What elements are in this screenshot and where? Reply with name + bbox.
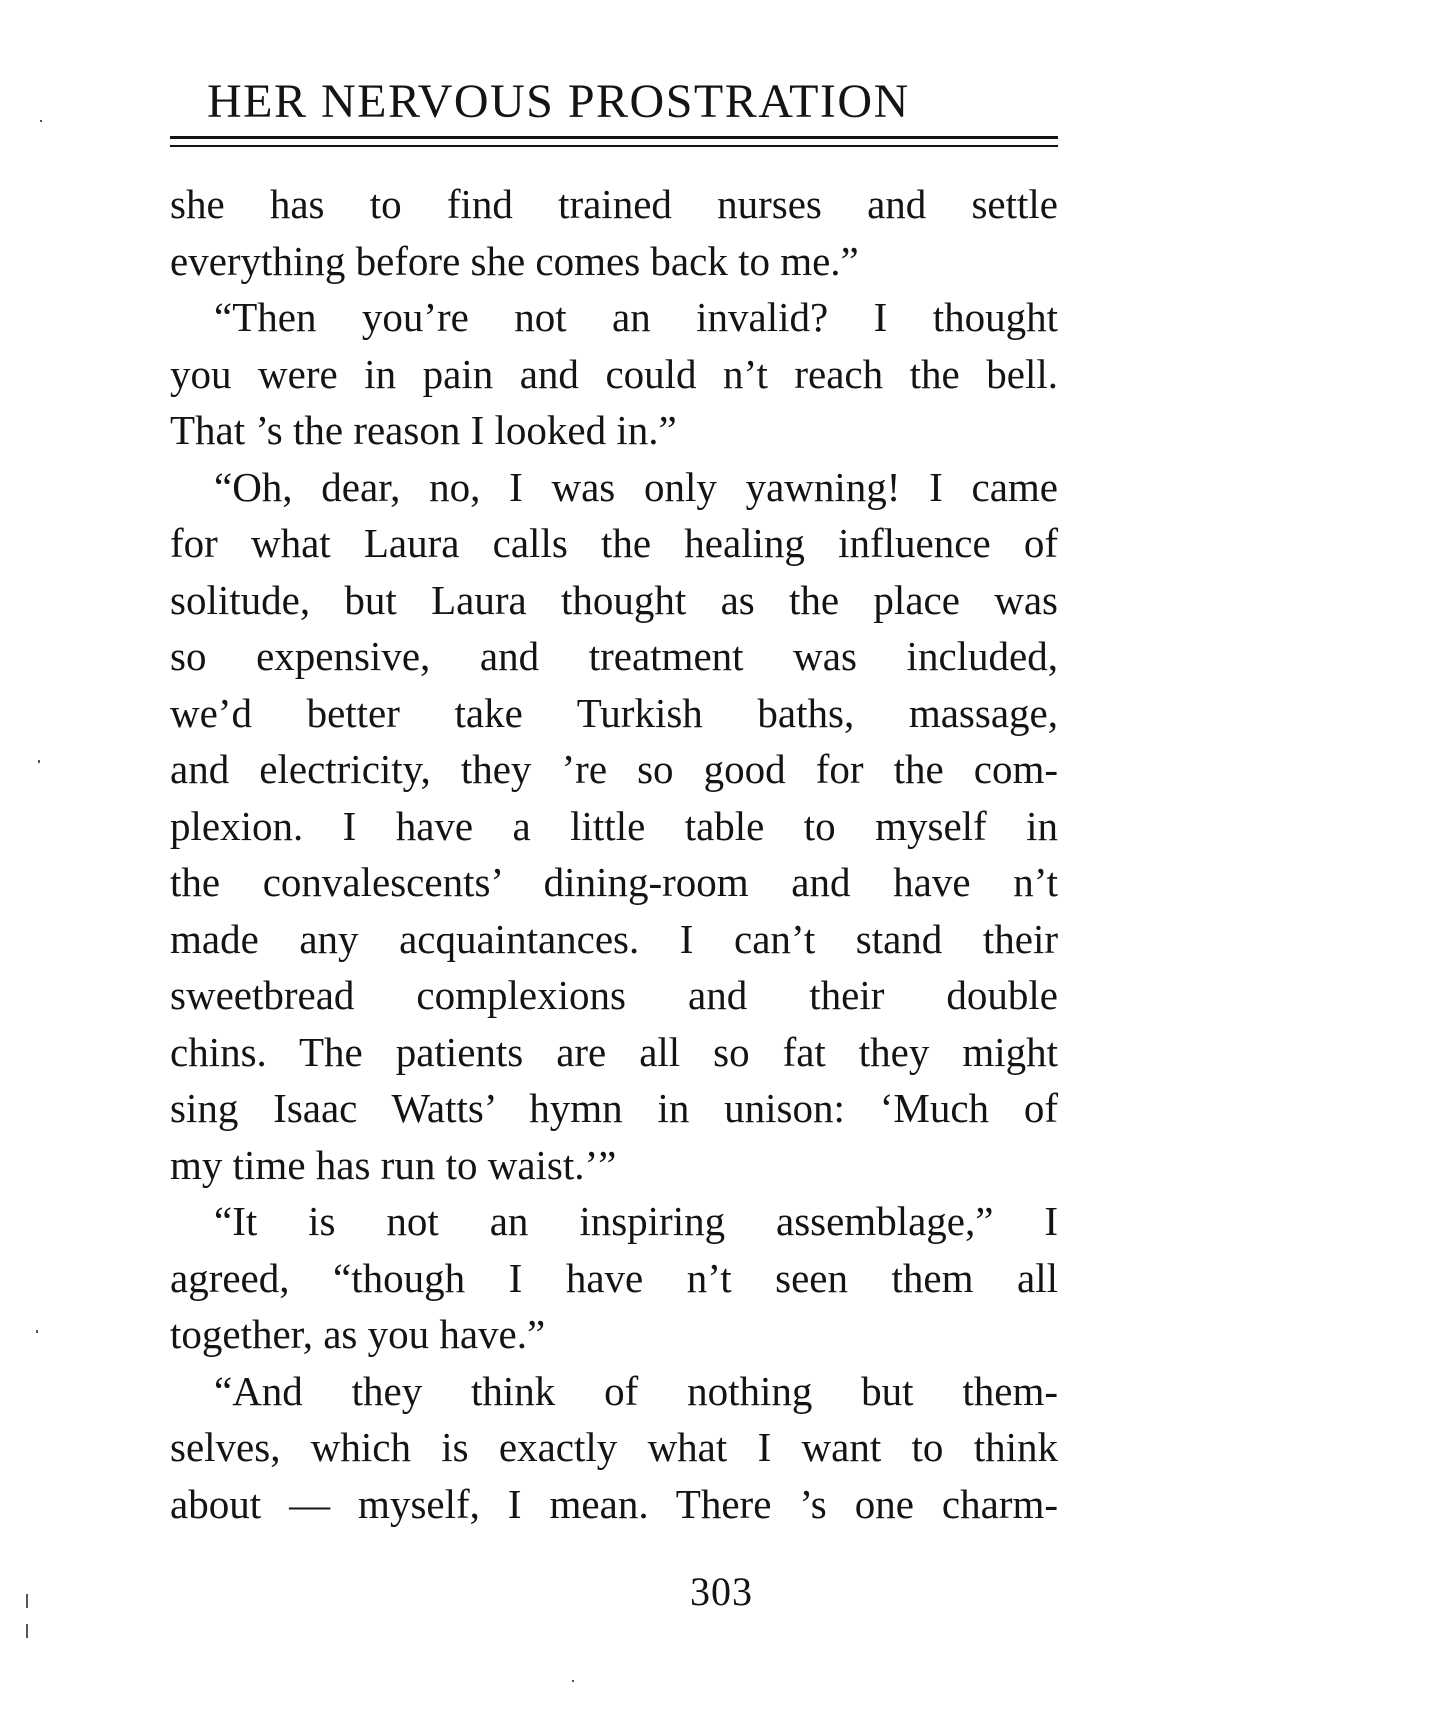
header-rule-top bbox=[170, 136, 1058, 139]
text-line: together, as you have.” bbox=[170, 1311, 546, 1357]
text-line: plexion. I have a little table to myself in bbox=[170, 802, 1058, 849]
text-line: selves, which is exactly what I want to think bbox=[170, 1424, 1058, 1470]
text-line: she has to find trained nurses and settle bbox=[170, 181, 1058, 227]
text-line: we’d better take Turkish baths, massage, bbox=[170, 689, 1058, 736]
scan-speck bbox=[38, 760, 40, 763]
text-line: “Oh, dear, no, I was only yawning! I came bbox=[214, 463, 1058, 510]
text-line: agreed, “though I have n’t seen them all bbox=[170, 1254, 1058, 1301]
page-number: 303 bbox=[690, 1569, 753, 1614]
text-line: and electricity, they ’re so good for the com- bbox=[170, 746, 1058, 792]
text-line: so expensive, and treatment was included, bbox=[170, 633, 1058, 679]
text-line: “It is not an inspiring assemblage,” I bbox=[214, 1198, 1058, 1244]
text-line: you were in pain and could n’t reach the bell. bbox=[170, 350, 1058, 397]
text-line: chins. The patients are all so fat they might bbox=[170, 1028, 1058, 1075]
text-line: made any acquaintances. I can’t stand their bbox=[170, 915, 1058, 962]
scan-speck bbox=[40, 120, 42, 122]
scan-speck bbox=[572, 1680, 574, 1682]
text-line: “And they think of nothing but them- bbox=[214, 1367, 1058, 1414]
text-line: solitude, but Laura thought as the place was bbox=[170, 576, 1058, 623]
scan-speck bbox=[26, 1594, 28, 1608]
text-line: sing Isaac Watts’ hymn in unison: ‘Much of bbox=[170, 1085, 1058, 1131]
header-rule-bottom bbox=[170, 145, 1058, 147]
text-line: sweetbread complexions and their double bbox=[170, 972, 1058, 1018]
text-line: That ’s the reason I looked in.” bbox=[170, 407, 677, 453]
text-line: everything before she comes back to me.” bbox=[170, 237, 859, 284]
text-line: “Then you’re not an invalid? I thought bbox=[214, 294, 1058, 340]
text-line: the convalescents’ dining-room and have n’t bbox=[170, 859, 1058, 905]
scan-speck bbox=[26, 1624, 28, 1638]
scan-speck bbox=[36, 1330, 38, 1333]
text-line: about — myself, I mean. There ’s one charm- bbox=[170, 1480, 1058, 1527]
text-line: for what Laura calls the healing influence of bbox=[170, 520, 1058, 566]
text-line: my time has run to waist.’” bbox=[170, 1141, 617, 1188]
body-text bbox=[170, 176, 1058, 1532]
running-head: HER NERVOUS PROSTRATION bbox=[207, 75, 910, 128]
